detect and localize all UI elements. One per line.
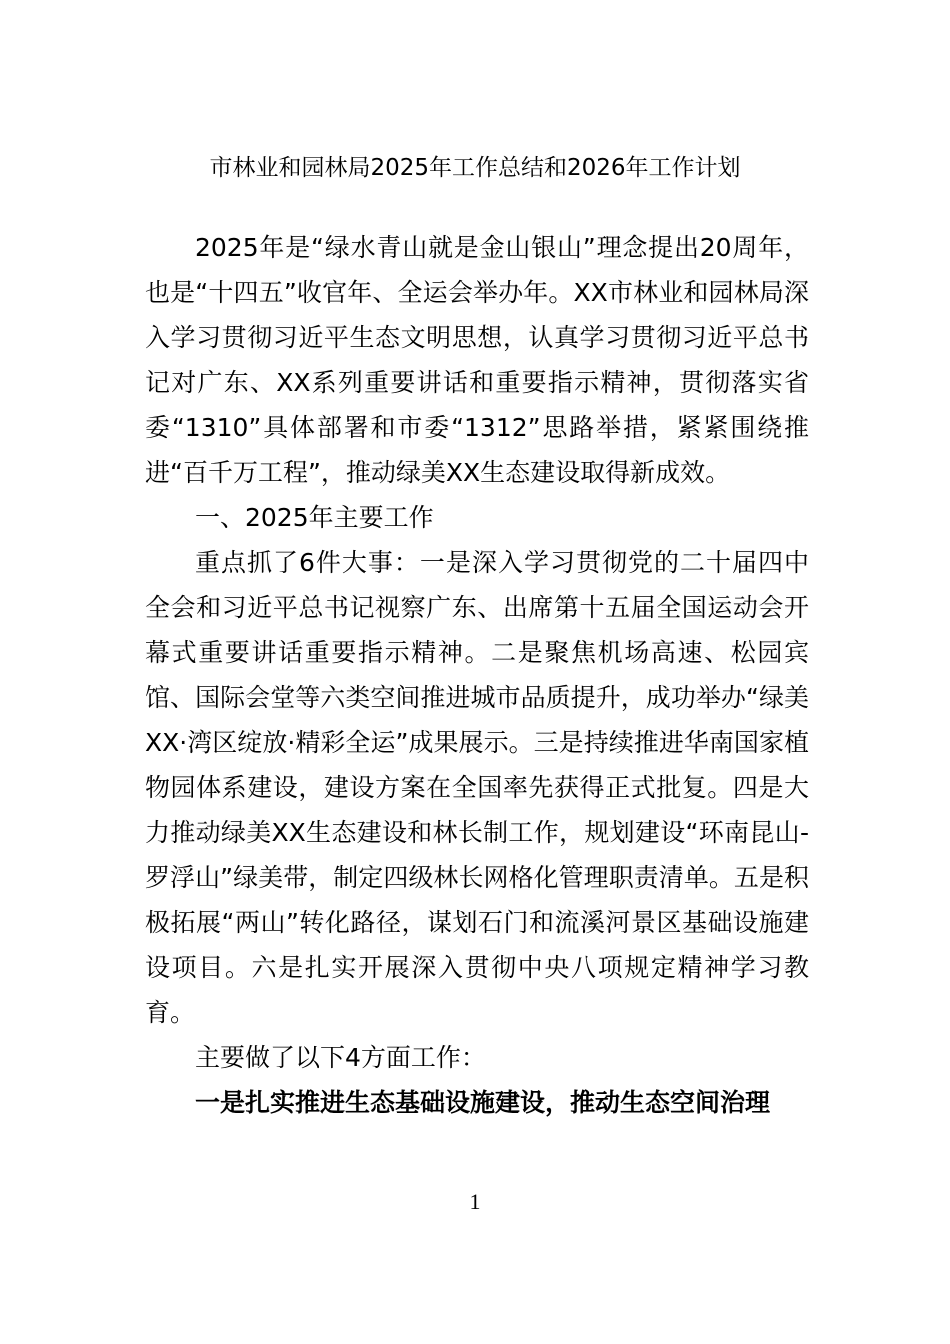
key-tasks-paragraph: 重点抓了6件大事：一是深入学习贯彻党的二十届四中全会和习近平总书记视察广东、出席第十五届全国运动会开幕式重要讲话重要指示精神。二是聚焦机场高速、松园宾馆、国际会堂等六类空间推进城市品质提升，成功举办“绿美XX·湾区绽放·精彩全运”成果展示。三是持续推进华南国家植物园体系建设，建设方案在全国率先获得正式批复。四是大力推动绿美XX生态建设和林长制工作，规划建设“环南昆山-罗浮山”绿美带，制定四级林长网格化管理职责清单。五是积极拓展“两山”转化路径，谋划石门和流溪河景区基础设施建设项目。六是扎实开展深入贯彻中央八项规定精神学习教育。	[145, 548, 809, 1027]
intro-paragraph: 2025年是“绿水青山就是金山银山”理念提出20周年，也是“十四五”收官年、全运会举办年。XX市林业和园林局深入学习贯彻习近平生态文明思想，认真学习贯彻习近平总书记对广东、XX系列重要讲话和重要指示精神，贯彻落实省委“1310”具体部署和市委“1312”思路举措，紧紧围绕推进“百千万工程”，推动绿美XX生态建设取得新成效。	[145, 233, 809, 487]
subsection-heading: 一是扎实推进生态基础设施建设，推动生态空间治理	[195, 1088, 771, 1117]
section-heading: 一、2025年主要工作	[195, 503, 434, 532]
document-body	[145, 225, 809, 1125]
page-number: 1	[469, 1189, 481, 1214]
work-summary-intro: 主要做了以下4方面工作：	[195, 1043, 486, 1072]
document-title: 市林业和园林局2025年工作总结和2026年工作计划	[209, 155, 741, 181]
